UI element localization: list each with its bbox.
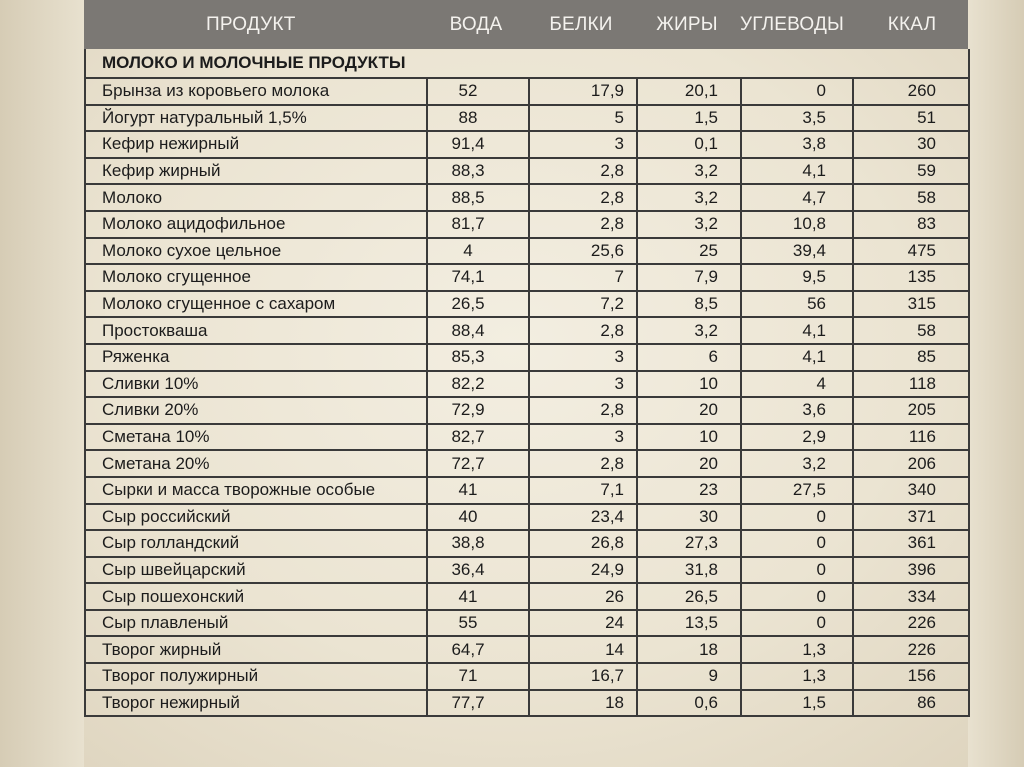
fat-cell: 6 xyxy=(637,344,741,371)
protein-cell: 26,8 xyxy=(529,530,637,557)
water-cell: 64,7 xyxy=(427,636,529,663)
fat-cell: 31,8 xyxy=(637,557,741,584)
column-header-protein: БЕЛКИ xyxy=(549,13,613,35)
table-row xyxy=(85,583,969,610)
protein-cell: 7,1 xyxy=(529,477,637,504)
kcal-cell: 85 xyxy=(853,344,969,371)
carbs-cell: 27,5 xyxy=(741,477,853,504)
fat-cell: 0,1 xyxy=(637,131,741,158)
table-header xyxy=(84,0,968,49)
product-name-cell: Творог нежирный xyxy=(85,690,427,717)
fat-cell: 30 xyxy=(637,504,741,531)
carbs-cell: 3,2 xyxy=(741,450,853,477)
table-row xyxy=(85,424,969,451)
product-name-cell: Сметана 20% xyxy=(85,450,427,477)
protein-cell: 23,4 xyxy=(529,504,637,531)
table-row xyxy=(85,291,969,318)
table-row xyxy=(85,663,969,690)
kcal-cell: 260 xyxy=(853,78,969,105)
carbs-cell: 1,3 xyxy=(741,663,853,690)
carbs-cell: 0 xyxy=(741,610,853,637)
carbs-cell: 1,3 xyxy=(741,636,853,663)
table-row xyxy=(85,557,969,584)
fat-cell: 7,9 xyxy=(637,264,741,291)
water-cell: 72,7 xyxy=(427,450,529,477)
fat-cell: 10 xyxy=(637,424,741,451)
carbs-cell: 4,1 xyxy=(741,317,853,344)
kcal-cell: 135 xyxy=(853,264,969,291)
product-name-cell: Брынза из коровьего молока xyxy=(85,78,427,105)
kcal-cell: 58 xyxy=(853,317,969,344)
kcal-cell: 205 xyxy=(853,397,969,424)
fat-cell: 23 xyxy=(637,477,741,504)
carbs-cell: 0 xyxy=(741,583,853,610)
table-row xyxy=(85,504,969,531)
water-cell: 40 xyxy=(427,504,529,531)
carbs-cell: 4,1 xyxy=(741,158,853,185)
carbs-cell: 10,8 xyxy=(741,211,853,238)
protein-cell: 25,6 xyxy=(529,238,637,265)
water-cell: 38,8 xyxy=(427,530,529,557)
water-cell: 4 xyxy=(427,238,529,265)
fat-cell: 20 xyxy=(637,450,741,477)
water-cell: 88,3 xyxy=(427,158,529,185)
water-cell: 88,4 xyxy=(427,317,529,344)
carbs-cell: 39,4 xyxy=(741,238,853,265)
protein-cell: 5 xyxy=(529,105,637,132)
kcal-cell: 83 xyxy=(853,211,969,238)
carbs-cell: 9,5 xyxy=(741,264,853,291)
fat-cell: 8,5 xyxy=(637,291,741,318)
kcal-cell: 86 xyxy=(853,690,969,717)
water-cell: 88 xyxy=(427,105,529,132)
protein-cell: 24 xyxy=(529,610,637,637)
kcal-cell: 116 xyxy=(853,424,969,451)
fat-cell: 18 xyxy=(637,636,741,663)
product-name-cell: Творог полужирный xyxy=(85,663,427,690)
carbs-cell: 3,6 xyxy=(741,397,853,424)
table-row xyxy=(85,397,969,424)
table-row xyxy=(85,530,969,557)
section-row xyxy=(85,49,969,78)
kcal-cell: 30 xyxy=(853,131,969,158)
product-name-cell: Ряженка xyxy=(85,344,427,371)
water-cell: 91,4 xyxy=(427,131,529,158)
table-row xyxy=(85,78,969,105)
carbs-cell: 4,1 xyxy=(741,344,853,371)
protein-cell: 3 xyxy=(529,344,637,371)
product-name-cell: Сливки 10% xyxy=(85,371,427,398)
protein-cell: 24,9 xyxy=(529,557,637,584)
water-cell: 41 xyxy=(427,583,529,610)
water-cell: 82,7 xyxy=(427,424,529,451)
carbs-cell: 0 xyxy=(741,530,853,557)
column-header-kcal: ККАЛ xyxy=(887,13,937,35)
carbs-cell: 0 xyxy=(741,557,853,584)
table-row xyxy=(85,105,969,132)
column-header-carbs: УГЛЕВОДЫ xyxy=(739,13,845,35)
table-row xyxy=(85,636,969,663)
table-row xyxy=(85,450,969,477)
column-header-fat: ЖИРЫ xyxy=(656,13,718,35)
protein-cell: 7 xyxy=(529,264,637,291)
fat-cell: 27,3 xyxy=(637,530,741,557)
kcal-cell: 118 xyxy=(853,371,969,398)
kcal-cell: 226 xyxy=(853,636,969,663)
kcal-cell: 226 xyxy=(853,610,969,637)
product-name-cell: Сыр пошехонский xyxy=(85,583,427,610)
table-row xyxy=(85,238,969,265)
water-cell: 71 xyxy=(427,663,529,690)
table-row xyxy=(85,211,969,238)
kcal-cell: 59 xyxy=(853,158,969,185)
protein-cell: 3 xyxy=(529,131,637,158)
carbs-cell: 1,5 xyxy=(741,690,853,717)
protein-cell: 2,8 xyxy=(529,317,637,344)
protein-cell: 3 xyxy=(529,371,637,398)
water-cell: 26,5 xyxy=(427,291,529,318)
product-name-cell: Творог жирный xyxy=(85,636,427,663)
product-name-cell: Простокваша xyxy=(85,317,427,344)
product-name-cell: Сметана 10% xyxy=(85,424,427,451)
protein-cell: 3 xyxy=(529,424,637,451)
protein-cell: 7,2 xyxy=(529,291,637,318)
water-cell: 85,3 xyxy=(427,344,529,371)
protein-cell: 2,8 xyxy=(529,397,637,424)
product-name-cell: Молоко сухое цельное xyxy=(85,238,427,265)
table-body xyxy=(85,49,969,716)
kcal-cell: 58 xyxy=(853,184,969,211)
fat-cell: 20 xyxy=(637,397,741,424)
fat-cell: 13,5 xyxy=(637,610,741,637)
product-name-cell: Сыр плавленый xyxy=(85,610,427,637)
protein-cell: 2,8 xyxy=(529,158,637,185)
section-title: МОЛОКО И МОЛОЧНЫЕ ПРОДУКТЫ xyxy=(85,49,969,78)
water-cell: 36,4 xyxy=(427,557,529,584)
carbs-cell: 56 xyxy=(741,291,853,318)
protein-cell: 26 xyxy=(529,583,637,610)
slide-margin-right xyxy=(968,0,1024,767)
table-row xyxy=(85,344,969,371)
carbs-cell: 3,8 xyxy=(741,131,853,158)
kcal-cell: 361 xyxy=(853,530,969,557)
fat-cell: 0,6 xyxy=(637,690,741,717)
table-row xyxy=(85,184,969,211)
product-name-cell: Сыр голландский xyxy=(85,530,427,557)
fat-cell: 3,2 xyxy=(637,211,741,238)
water-cell: 81,7 xyxy=(427,211,529,238)
water-cell: 52 xyxy=(427,78,529,105)
product-name-cell: Молоко ацидофильное xyxy=(85,211,427,238)
fat-cell: 3,2 xyxy=(637,184,741,211)
table-row xyxy=(85,317,969,344)
water-cell: 74,1 xyxy=(427,264,529,291)
kcal-cell: 51 xyxy=(853,105,969,132)
protein-cell: 2,8 xyxy=(529,211,637,238)
water-cell: 82,2 xyxy=(427,371,529,398)
product-name-cell: Сыр российский xyxy=(85,504,427,531)
product-name-cell: Сырки и масса творожные особые xyxy=(85,477,427,504)
carbs-cell: 2,9 xyxy=(741,424,853,451)
water-cell: 88,5 xyxy=(427,184,529,211)
table-row xyxy=(85,610,969,637)
water-cell: 55 xyxy=(427,610,529,637)
kcal-cell: 206 xyxy=(853,450,969,477)
protein-cell: 2,8 xyxy=(529,450,637,477)
kcal-cell: 156 xyxy=(853,663,969,690)
fat-cell: 3,2 xyxy=(637,158,741,185)
product-name-cell: Сливки 20% xyxy=(85,397,427,424)
table-row xyxy=(85,690,969,717)
kcal-cell: 334 xyxy=(853,583,969,610)
protein-cell: 18 xyxy=(529,690,637,717)
product-name-cell: Кефир жирный xyxy=(85,158,427,185)
water-cell: 41 xyxy=(427,477,529,504)
water-cell: 77,7 xyxy=(427,690,529,717)
carbs-cell: 4,7 xyxy=(741,184,853,211)
slide-margin-left xyxy=(0,0,84,767)
product-name-cell: Молоко xyxy=(85,184,427,211)
carbs-cell: 0 xyxy=(741,504,853,531)
fat-cell: 3,2 xyxy=(637,317,741,344)
table-row xyxy=(85,371,969,398)
product-name-cell: Йогурт натуральный 1,5% xyxy=(85,105,427,132)
kcal-cell: 371 xyxy=(853,504,969,531)
protein-cell: 17,9 xyxy=(529,78,637,105)
table-row xyxy=(85,158,969,185)
carbs-cell: 4 xyxy=(741,371,853,398)
column-header-product: ПРОДУКТ xyxy=(206,13,296,35)
fat-cell: 26,5 xyxy=(637,583,741,610)
kcal-cell: 340 xyxy=(853,477,969,504)
fat-cell: 20,1 xyxy=(637,78,741,105)
protein-cell: 2,8 xyxy=(529,184,637,211)
kcal-cell: 315 xyxy=(853,291,969,318)
table-row xyxy=(85,264,969,291)
water-cell: 72,9 xyxy=(427,397,529,424)
protein-cell: 14 xyxy=(529,636,637,663)
nutrition-table-container xyxy=(84,0,968,717)
protein-cell: 16,7 xyxy=(529,663,637,690)
product-name-cell: Кефир нежирный xyxy=(85,131,427,158)
fat-cell: 25 xyxy=(637,238,741,265)
nutrition-table xyxy=(84,49,970,717)
kcal-cell: 396 xyxy=(853,557,969,584)
product-name-cell: Молоко сгущенное xyxy=(85,264,427,291)
product-name-cell: Молоко сгущенное с сахаром xyxy=(85,291,427,318)
product-name-cell: Сыр швейцарский xyxy=(85,557,427,584)
carbs-cell: 0 xyxy=(741,78,853,105)
fat-cell: 9 xyxy=(637,663,741,690)
table-row xyxy=(85,131,969,158)
fat-cell: 1,5 xyxy=(637,105,741,132)
table-row xyxy=(85,477,969,504)
fat-cell: 10 xyxy=(637,371,741,398)
carbs-cell: 3,5 xyxy=(741,105,853,132)
column-header-water: ВОДА xyxy=(449,13,503,35)
kcal-cell: 475 xyxy=(853,238,969,265)
